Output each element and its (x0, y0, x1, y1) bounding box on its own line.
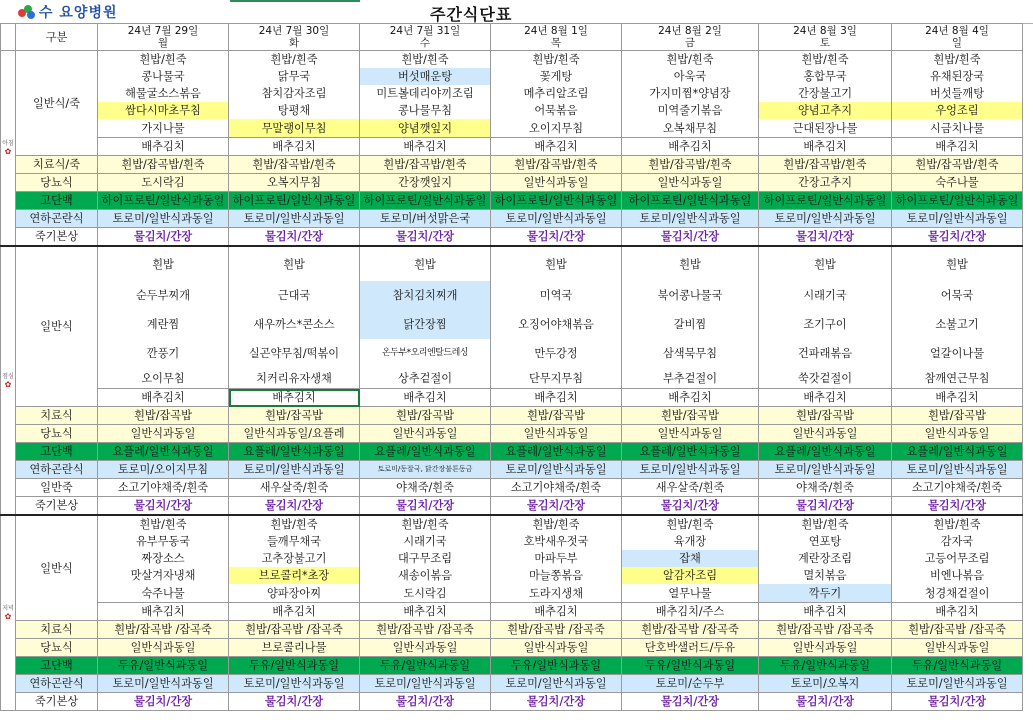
flower-icon: ✿ (4, 612, 12, 621)
lunch-dish: 배추김치 (360, 389, 491, 407)
lunch-dish: 배추김치 (892, 389, 1023, 407)
breakfast-dish: 흰밥/흰죽 (360, 51, 491, 69)
lunch-diet-value: 요플레/일반식과동일 (892, 443, 1023, 461)
lunch-diet-label: 당뇨식 (16, 425, 98, 443)
lunch-dish: 근대국 (229, 281, 360, 310)
breakfast-diet-value: 토로미/일반식과동일 (622, 210, 759, 228)
selection-indicator (230, 0, 360, 2)
dinner-dish: 배추김치 (892, 603, 1023, 621)
lunch-diet-value: 일반식과동일 (360, 425, 491, 443)
breakfast-diet-value: 물김치/간장 (892, 228, 1023, 247)
breakfast-dish: 가지미찜*양념장 (622, 85, 759, 102)
lunch-diet-value: 요플레/일반식과동일 (491, 443, 622, 461)
dinner-main-label: 일반식 (16, 515, 98, 621)
dinner-dish: 유부무동국 (98, 533, 229, 550)
dinner-diet-value: 두유/일반식과동일 (491, 657, 622, 675)
breakfast-diet-value: 일반식과동일 (491, 174, 622, 192)
lunch-diet-value: 토로미/일반식과동일 (892, 461, 1023, 479)
lunch-diet-value: 토로미/일반식과동일 (622, 461, 759, 479)
dinner-diet-value: 흰밥/잡곡밥 /잡곡죽 (229, 621, 360, 639)
dinner-dish: 시래기국 (360, 533, 491, 550)
breakfast-diet-label: 치료식/죽 (16, 156, 98, 174)
breakfast-diet-value: 하이프로틴/일반식과동일 (229, 192, 360, 210)
lunch-dish: 순두부찌개 (98, 281, 229, 310)
dinner-dish: 청경채겉절이 (892, 584, 1023, 603)
dinner-dish: 도라지생채 (491, 584, 622, 603)
lunch-dish: 조기구이 (759, 310, 892, 339)
day-of-week: 토 (819, 37, 831, 49)
breakfast-dish: 버섯들깨탕 (892, 85, 1023, 102)
dinner-diet-label: 치료식 (16, 621, 98, 639)
dinner-diet-value: 물김치/간장 (622, 693, 759, 711)
dinner-dish: 호박새우젓국 (491, 533, 622, 550)
dinner-diet-value: 두유/일반식과동일 (360, 657, 491, 675)
meal-side-text: 점심 (2, 372, 14, 380)
dinner-dish: 흰밥/흰죽 (491, 515, 622, 533)
dinner-dish: 배추김치/주스 (622, 603, 759, 621)
meal-side-label (1, 51, 16, 247)
dinner-dish: 비엔나볶음 (892, 567, 1023, 584)
breakfast-dish: 아욱국 (622, 68, 759, 85)
lunch-dish: 흰밥 (892, 246, 1023, 281)
dinner-dish: 흰밥/흰죽 (622, 515, 759, 533)
breakfast-diet-value: 하이프로틴/일반식과동일 (98, 192, 229, 210)
breakfast-diet-value: 토로미/버섯맑은국 (360, 210, 491, 228)
lunch-dish: 배추김치 (98, 389, 229, 407)
lunch-diet-value: 토로미/오이지무침 (98, 461, 229, 479)
lunch-diet-value: 물김치/간장 (360, 497, 491, 516)
meal-side-label (1, 246, 16, 515)
dinner-dish: 맛살겨자냉채 (98, 567, 229, 584)
dinner-diet-value: 두유/일반식과동일 (759, 657, 892, 675)
lunch-dish: 배추김치 (622, 389, 759, 407)
dinner-diet-value: 토로미/일반식과동일 (229, 675, 360, 693)
dinner-diet-label: 연하곤란식 (16, 675, 98, 693)
breakfast-dish: 우엉조림 (892, 102, 1023, 119)
breakfast-dish: 흰밥/흰죽 (98, 51, 229, 69)
dinner-diet-value: 두유/일반식과동일 (229, 657, 360, 675)
dinner-diet-value: 단호박샐러드/두유 (622, 639, 759, 657)
lunch-diet-label: 죽기본상 (16, 497, 98, 516)
dinner-diet-value: 물김치/간장 (759, 693, 892, 711)
hospital-logo (18, 2, 118, 21)
dinner-dish: 흰밥/흰죽 (98, 515, 229, 533)
dinner-dish: 양파장아찌 (229, 584, 360, 603)
lunch-dish: 온두부*오리엔탈드레싱 (360, 339, 491, 368)
dinner-dish: 멸치볶음 (759, 567, 892, 584)
dinner-diet-value: 일반식과동일 (491, 639, 622, 657)
lunch-dish: 건파래볶음 (759, 339, 892, 368)
lunch-dish: 갈비찜 (622, 310, 759, 339)
lunch-diet-label: 고단백 (16, 443, 98, 461)
lunch-dish: 치커리유자생채 (229, 368, 360, 389)
lunch-dish: 오징어야채볶음 (491, 310, 622, 339)
dinner-diet-value: 토로미/일반식과동일 (98, 675, 229, 693)
lunch-diet-value: 토로미/일반식과동일 (491, 461, 622, 479)
breakfast-dish: 버섯매운탕 (360, 68, 491, 85)
dinner-dish: 연포탕 (759, 533, 892, 550)
lunch-diet-value: 흰밥/잡곡밥 (759, 407, 892, 425)
dinner-dish: 들깨무채국 (229, 533, 360, 550)
breakfast-diet-value: 물김치/간장 (622, 228, 759, 247)
corner-label: 구분 (16, 24, 98, 51)
dinner-dish: 흰밥/흰죽 (759, 515, 892, 533)
dinner-dish: 잡채 (622, 550, 759, 567)
dinner-diet-label: 죽기본상 (16, 693, 98, 711)
breakfast-dish: 미역줄기볶음 (622, 102, 759, 119)
dinner-diet-value: 물김치/간장 (491, 693, 622, 711)
breakfast-dish: 홍합무국 (759, 68, 892, 85)
breakfast-dish: 배추김치 (229, 138, 360, 156)
dinner-diet-label: 당뇨식 (16, 639, 98, 657)
day-date: 24년 8월 1일 (524, 25, 588, 37)
dinner-dish: 감자국 (892, 533, 1023, 550)
breakfast-dish: 양념고추지 (759, 102, 892, 119)
dinner-dish: 배추김치 (491, 603, 622, 621)
dinner-dish: 흰밥/흰죽 (892, 515, 1023, 533)
dinner-diet-value: 흰밥/잡곡밥 /잡곡죽 (759, 621, 892, 639)
lunch-diet-value: 요플레/일반식과동일 (622, 443, 759, 461)
day-date: 24년 8월 4일 (925, 25, 989, 37)
lunch-dish: 미역국 (491, 281, 622, 310)
dinner-diet-value: 토로미/일반식과동일 (892, 675, 1023, 693)
breakfast-dish: 참치감자조림 (229, 85, 360, 102)
lunch-diet-value: 흰밥/잡곡밥 (622, 407, 759, 425)
breakfast-dish: 흰밥/흰죽 (491, 51, 622, 69)
lunch-diet-value: 일반식과동일 (98, 425, 229, 443)
breakfast-diet-label: 연하곤란식 (16, 210, 98, 228)
breakfast-diet-value: 도시락김 (98, 174, 229, 192)
breakfast-dish: 흰밥/흰죽 (892, 51, 1023, 69)
breakfast-dish: 근대된장나물 (759, 119, 892, 138)
breakfast-dish: 오이지무침 (491, 119, 622, 138)
day-header (622, 24, 759, 51)
logo-icon (18, 4, 36, 20)
lunch-dish: 새우까스*콘소스 (229, 310, 360, 339)
lunch-diet-value: 일반식과동일 (491, 425, 622, 443)
dinner-dish: 흰밥/흰죽 (229, 515, 360, 533)
dinner-dish: 도시락김 (360, 584, 491, 603)
lunch-diet-value: 토로미/일반식과동일 (229, 461, 360, 479)
lunch-diet-value: 토로미/동잘국, 닭간장불튼동금 (360, 461, 491, 479)
meal-side-text: 아침 (2, 140, 14, 147)
dinner-diet-value: 토로미/일반식과동일 (491, 675, 622, 693)
day-of-week: 수 (419, 37, 431, 49)
breakfast-diet-value: 흰밥/잡곡밥/흰죽 (759, 156, 892, 174)
weekly-menu-table (0, 23, 1023, 711)
dinner-diet-value: 브로콜리나물 (229, 639, 360, 657)
day-of-week: 목 (550, 37, 562, 49)
day-date: 24년 8월 3일 (793, 25, 857, 37)
dinner-dish: 배추김치 (360, 603, 491, 621)
dinner-diet-value: 물김치/간장 (229, 693, 360, 711)
breakfast-diet-label: 죽기본상 (16, 228, 98, 247)
lunch-diet-value: 요플레/일반식과동일 (98, 443, 229, 461)
dinner-diet-label: 고단백 (16, 657, 98, 675)
dinner-dish: 새송이볶음 (360, 567, 491, 584)
lunch-dish: 계란찜 (98, 310, 229, 339)
lunch-diet-value: 물김치/간장 (759, 497, 892, 516)
day-date: 24년 7월 31일 (389, 25, 461, 37)
side-header-cell (1, 24, 16, 51)
breakfast-dish: 메추리알조림 (491, 85, 622, 102)
lunch-dish: 흰밥 (229, 246, 360, 281)
breakfast-dish: 꽃게탕 (491, 68, 622, 85)
lunch-diet-value: 물김치/간장 (98, 497, 229, 516)
lunch-dish: 얼갈이나물 (892, 339, 1023, 368)
lunch-diet-value: 야채죽/흰죽 (360, 479, 491, 497)
breakfast-diet-value: 일반식과동일 (622, 174, 759, 192)
dinner-dish: 고추장불고기 (229, 550, 360, 567)
lunch-diet-value: 새우살죽/흰죽 (622, 479, 759, 497)
breakfast-diet-value: 흰밥/잡곡밥/흰죽 (229, 156, 360, 174)
lunch-diet-value: 소고기야채죽/흰죽 (892, 479, 1023, 497)
lunch-dish: 오이무침 (98, 368, 229, 389)
lunch-dish: 부추겉절이 (622, 368, 759, 389)
day-header (360, 24, 491, 51)
breakfast-dish: 닭무국 (229, 68, 360, 85)
dinner-diet-value: 토로미/일반식과동일 (360, 675, 491, 693)
dinner-diet-value: 흰밥/잡곡밥 /잡곡죽 (360, 621, 491, 639)
lunch-dish: 흰밥 (491, 246, 622, 281)
breakfast-dish: 배추김치 (360, 138, 491, 156)
dinner-diet-value: 토로미/순두부 (622, 675, 759, 693)
day-of-week: 일 (951, 37, 963, 49)
breakfast-diet-value: 흰밥/잡곡밥/흰죽 (491, 156, 622, 174)
breakfast-diet-value: 토로미/일반식과동일 (892, 210, 1023, 228)
lunch-diet-value: 일반식과동일 (622, 425, 759, 443)
breakfast-dish: 유채된장국 (892, 68, 1023, 85)
breakfast-dish: 흰밥/흰죽 (759, 51, 892, 69)
lunch-diet-value: 요플레/일반식과동일 (759, 443, 892, 461)
breakfast-dish: 배추김치 (622, 138, 759, 156)
lunch-dish: 깐풍기 (98, 339, 229, 368)
dinner-dish: 깍두기 (759, 584, 892, 603)
dinner-dish: 열무나물 (622, 584, 759, 603)
breakfast-diet-value: 물김치/간장 (491, 228, 622, 247)
dinner-dish: 계란장조림 (759, 550, 892, 567)
day-date: 24년 7월 29일 (127, 25, 199, 37)
breakfast-dish: 배추김치 (491, 138, 622, 156)
breakfast-dish: 해물굴소스볶음 (98, 85, 229, 102)
dinner-diet-value: 두유/일반식과동일 (892, 657, 1023, 675)
dinner-dish: 마파두부 (491, 550, 622, 567)
dinner-dish: 배추김치 (759, 603, 892, 621)
lunch-diet-value: 물김치/간장 (622, 497, 759, 516)
lunch-diet-value: 일반식과동일/요플레 (229, 425, 360, 443)
lunch-diet-value: 물김치/간장 (892, 497, 1023, 516)
breakfast-dish: 쌈다시마초무침 (98, 102, 229, 119)
lunch-diet-value: 새우살죽/흰죽 (229, 479, 360, 497)
lunch-dish: 상추겉절이 (360, 368, 491, 389)
flower-icon: ✿ (4, 147, 12, 156)
dinner-diet-value: 일반식과동일 (360, 639, 491, 657)
dinner-diet-value: 일반식과동일 (98, 639, 229, 657)
lunch-main-label: 일반식 (16, 246, 98, 407)
dinner-dish: 육개장 (622, 533, 759, 550)
lunch-dish: 흰밥 (360, 246, 491, 281)
dinner-dish: 배추김치 (229, 603, 360, 621)
lunch-dish: 배추김치 (229, 389, 360, 407)
dinner-dish: 알감자조림 (622, 567, 759, 584)
lunch-diet-label: 연하곤란식 (16, 461, 98, 479)
day-header (759, 24, 892, 51)
breakfast-diet-value: 하이프로틴/일반식과동일 (491, 192, 622, 210)
lunch-diet-value: 일반식과동일 (892, 425, 1023, 443)
breakfast-diet-label: 고단백 (16, 192, 98, 210)
day-of-week: 월 (157, 37, 169, 49)
dinner-diet-value: 두유/일반식과동일 (622, 657, 759, 675)
lunch-dish: 흰밥 (98, 246, 229, 281)
lunch-diet-value: 물김치/간장 (229, 497, 360, 516)
lunch-diet-value: 요플레/일반식과동일 (229, 443, 360, 461)
lunch-dish: 닭간장찜 (360, 310, 491, 339)
lunch-diet-value: 소고기야채죽/흰죽 (491, 479, 622, 497)
breakfast-diet-value: 물김치/간장 (759, 228, 892, 247)
breakfast-diet-value: 흰밥/잡곡밥/흰죽 (98, 156, 229, 174)
breakfast-dish: 콩나물국 (98, 68, 229, 85)
breakfast-diet-value: 오복지무침 (229, 174, 360, 192)
breakfast-dish: 미트볼데리야끼조림 (360, 85, 491, 102)
breakfast-diet-value: 흰밥/잡곡밥/흰죽 (892, 156, 1023, 174)
dinner-diet-value: 일반식과동일 (892, 639, 1023, 657)
dinner-diet-value: 물김치/간장 (892, 693, 1023, 711)
breakfast-diet-value: 간장고추지 (759, 174, 892, 192)
lunch-dish: 소불고기 (892, 310, 1023, 339)
breakfast-dish: 무말랭이무침 (229, 119, 360, 138)
breakfast-diet-value: 물김치/간장 (98, 228, 229, 247)
breakfast-dish: 오복채무침 (622, 119, 759, 138)
lunch-dish: 만두강정 (491, 339, 622, 368)
breakfast-diet-value: 하이프로틴/일반식과동일 (622, 192, 759, 210)
lunch-diet-value: 흰밥/잡곡밥 (360, 407, 491, 425)
dinner-dish: 대구무조림 (360, 550, 491, 567)
lunch-diet-value: 요플레/일반식과동일 (360, 443, 491, 461)
dinner-dish: 배추김치 (98, 603, 229, 621)
breakfast-dish: 시금치나물 (892, 119, 1023, 138)
lunch-dish: 쑥갓겉절이 (759, 368, 892, 389)
lunch-diet-value: 흰밥/잡곡밥 (229, 407, 360, 425)
breakfast-diet-value: 토로미/일반식과동일 (491, 210, 622, 228)
day-header (491, 24, 622, 51)
meal-side-text: 저녁 (2, 605, 14, 612)
dinner-dish: 짜장소스 (98, 550, 229, 567)
breakfast-dish: 어묵볶음 (491, 102, 622, 119)
lunch-dish: 배추김치 (491, 389, 622, 407)
lunch-dish: 참깨연근무침 (892, 368, 1023, 389)
lunch-dish: 단무지무침 (491, 368, 622, 389)
dinner-dish: 마늘쫑볶음 (491, 567, 622, 584)
dinner-diet-value: 흰밥/잡곡밥 /잡곡죽 (98, 621, 229, 639)
day-header (98, 24, 229, 51)
breakfast-diet-value: 물김치/간장 (360, 228, 491, 247)
breakfast-dish: 가지나물 (98, 119, 229, 138)
breakfast-diet-value: 흰밥/잡곡밥/흰죽 (360, 156, 491, 174)
lunch-diet-label: 치료식 (16, 407, 98, 425)
page-title: 주간식단표 (430, 5, 513, 24)
dinner-diet-value: 흰밥/잡곡밥 /잡곡죽 (491, 621, 622, 639)
breakfast-dish: 배추김치 (98, 138, 229, 156)
lunch-diet-value: 소고기야채죽/흰죽 (98, 479, 229, 497)
breakfast-diet-value: 토로미/일반식과동일 (98, 210, 229, 228)
dinner-diet-value: 토로미/오복지 (759, 675, 892, 693)
breakfast-dish: 양념깻잎지 (360, 119, 491, 138)
logo-text: 수 요양병원 (39, 4, 118, 21)
breakfast-main-label: 일반식/죽 (16, 51, 98, 156)
lunch-diet-value: 흰밥/잡곡밥 (98, 407, 229, 425)
day-date: 24년 7월 30일 (258, 25, 330, 37)
day-of-week: 화 (288, 37, 300, 49)
day-date: 24년 8월 2일 (658, 25, 722, 37)
breakfast-diet-value: 하이프로틴/일반식과동일 (759, 192, 892, 210)
lunch-diet-value: 야채죽/흰죽 (759, 479, 892, 497)
dinner-dish: 브로콜리*초장 (229, 567, 360, 584)
dinner-dish: 숙주나물 (98, 584, 229, 603)
breakfast-dish: 흰밥/흰죽 (229, 51, 360, 69)
breakfast-dish: 흰밥/흰죽 (622, 51, 759, 69)
dinner-diet-value: 두유/일반식과동일 (98, 657, 229, 675)
breakfast-diet-label: 당뇨식 (16, 174, 98, 192)
breakfast-dish: 배추김치 (759, 138, 892, 156)
breakfast-diet-value: 하이프로틴/일반식과동일 (360, 192, 491, 210)
lunch-dish: 참치김치찌개 (360, 281, 491, 310)
lunch-dish: 북어콩나물국 (622, 281, 759, 310)
lunch-diet-value: 흰밥/잡곡밥 (491, 407, 622, 425)
lunch-dish: 시래기국 (759, 281, 892, 310)
dinner-diet-value: 물김치/간장 (360, 693, 491, 711)
breakfast-diet-value: 토로미/일반식과동일 (229, 210, 360, 228)
breakfast-diet-value: 물김치/간장 (229, 228, 360, 247)
breakfast-diet-value: 하이프로틴/일반식과동일 (892, 192, 1023, 210)
day-header (229, 24, 360, 51)
breakfast-diet-value: 토로미/일반식과동일 (759, 210, 892, 228)
lunch-diet-value: 흰밥/잡곡밥 (892, 407, 1023, 425)
breakfast-dish: 간장불고기 (759, 85, 892, 102)
breakfast-dish: 배추김치 (892, 138, 1023, 156)
breakfast-dish: 탕평채 (229, 102, 360, 119)
lunch-dish: 어묵국 (892, 281, 1023, 310)
dinner-diet-value: 일반식과동일 (759, 639, 892, 657)
dinner-diet-value: 흰밥/잡곡밥 /잡곡죽 (622, 621, 759, 639)
breakfast-diet-value: 간장깻잎지 (360, 174, 491, 192)
dinner-diet-value: 물김치/간장 (98, 693, 229, 711)
breakfast-diet-value: 숙주나물 (892, 174, 1023, 192)
meal-side-label (1, 515, 16, 711)
lunch-dish: 흰밥 (759, 246, 892, 281)
lunch-dish: 삼색묵무침 (622, 339, 759, 368)
breakfast-dish: 콩나물무침 (360, 102, 491, 119)
lunch-diet-value: 물김치/간장 (491, 497, 622, 516)
lunch-diet-value: 토로미/일반식과동일 (759, 461, 892, 479)
lunch-dish: 흰밥 (622, 246, 759, 281)
title-bar (0, 0, 1033, 24)
lunch-dish: 배추김치 (759, 389, 892, 407)
breakfast-diet-value: 흰밥/잡곡밥/흰죽 (622, 156, 759, 174)
day-header (892, 24, 1023, 51)
lunch-dish: 실곤약무침/떡볶이 (229, 339, 360, 368)
dinner-dish: 흰밥/흰죽 (360, 515, 491, 533)
flower-icon: ✿ (4, 379, 12, 389)
dinner-diet-value: 흰밥/잡곡밥 /잡곡죽 (892, 621, 1023, 639)
lunch-diet-value: 일반식과동일 (759, 425, 892, 443)
day-of-week: 금 (684, 37, 696, 49)
lunch-diet-label: 일반죽 (16, 479, 98, 497)
dinner-dish: 고등어무조림 (892, 550, 1023, 567)
